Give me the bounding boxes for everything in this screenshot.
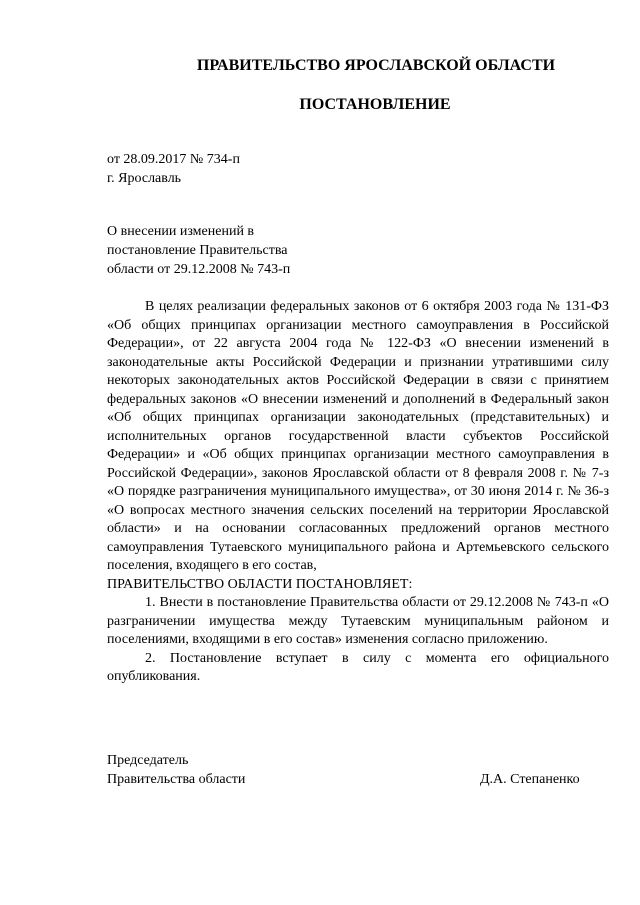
- signatory-title-line-2: Правительства области: [107, 772, 246, 787]
- document-subject: [107, 222, 290, 279]
- document-date-number: от 28.09.2017 № 734-п: [107, 152, 240, 167]
- document-body: [107, 298, 609, 687]
- document-place: г. Ярославль: [107, 171, 182, 186]
- resolution-item-2: 2. Постановление вступает в силу с момента его официального опубликования.: [107, 650, 609, 684]
- resolution-statement: ПРАВИТЕЛЬСТВО ОБЛАСТИ ПОСТАНОВЛЯЕТ:: [107, 576, 413, 592]
- signatory-title: [107, 751, 245, 789]
- preamble-paragraph: В целях реализации федеральных законов от 6 октября 2003 года № 131-ФЗ «Об общих принципах организации местного самоуправления в Российской Федерации», от 22 августа 2004 года № 122-ФЗ «О внесении изменений в законодательные акты Российской Федерации и признании утратившими силу некоторых законодательных актов Российской Федерации в связи с принятием федеральных законов «О внесении изменений и дополнений в Федеральный закон «Об общих принципах организации законодательных (представительных) и исполнительных органов государственной власти субъектов Российской Федерации» и «Об общих принципах организации местного самоуправления в Российской Федерации», законов Ярославской области от 8 февраля 2008 г. № 7-з «О порядке разграничения муниципального имущества», от 30 июня 2014 г. № 36-з «О вопросах местного значения сельских поселений на территории Ярославской области» и на основании согласованных предложений органов местного самоуправления Тутаевского муниципального района и Артемьевского сельского поселения, входящего в его состав,: [107, 299, 609, 573]
- document-meta: [107, 150, 240, 188]
- signatory-name: Д.А. Степаненко: [480, 772, 580, 787]
- issuer-heading: ПРАВИТЕЛЬСТВО ЯРОСЛАВСКОЙ ОБЛАСТИ: [196, 57, 556, 74]
- signatory-title-line-1: Председатель: [107, 753, 189, 768]
- subject-line-2: постановление Правительства: [107, 243, 288, 258]
- subject-line-3: области от 29.12.2008 № 743-п: [107, 262, 291, 277]
- subject-line-1: О внесении изменений в: [107, 224, 255, 239]
- document-type-heading: ПОСТАНОВЛЕНИЕ: [299, 96, 451, 113]
- resolution-item-1: 1. Внести в постановление Правительства области от 29.12.2008 № 743-п «О разграничении имущества между Тутаевским муниципальным районом и поселениями, входящими в его состав» изменения согласно приложению.: [107, 595, 609, 647]
